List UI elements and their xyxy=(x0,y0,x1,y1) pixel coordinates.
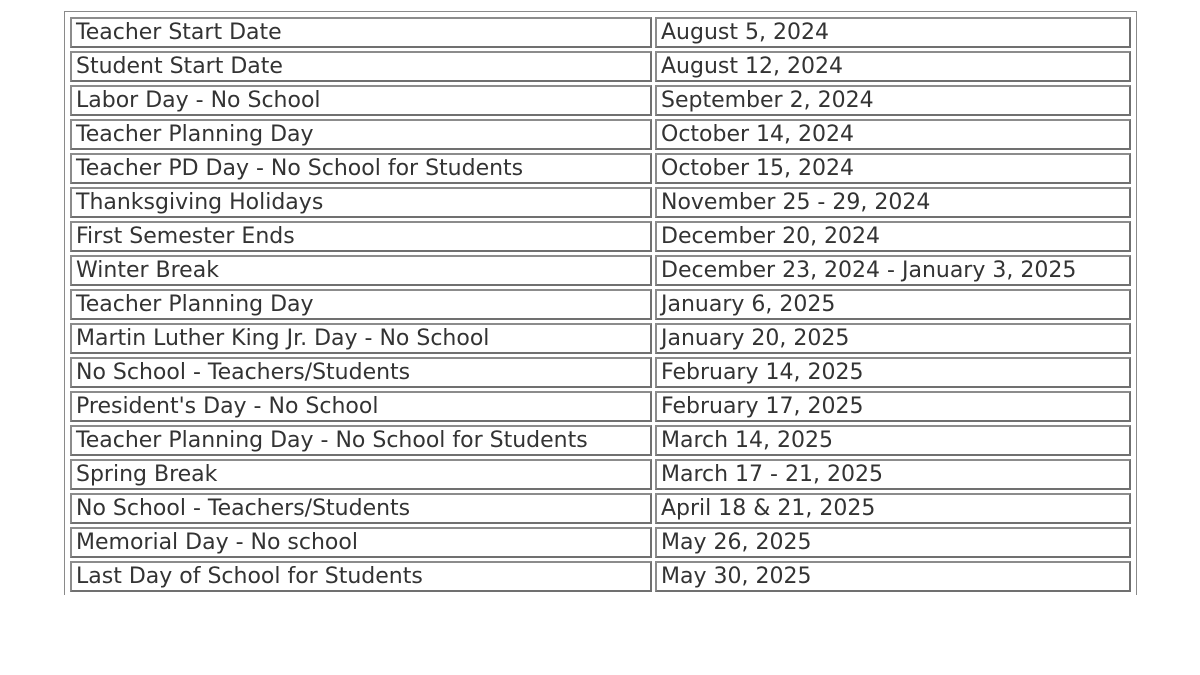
date-cell: February 17, 2025 xyxy=(655,391,1131,422)
date-cell: October 15, 2024 xyxy=(655,153,1131,184)
date-cell: May 26, 2025 xyxy=(655,527,1131,558)
table-row xyxy=(70,391,1131,422)
table-row xyxy=(70,493,1131,524)
table-row xyxy=(70,323,1131,354)
event-cell: Martin Luther King Jr. Day - No School xyxy=(70,323,652,354)
event-cell: Teacher Planning Day xyxy=(70,119,652,150)
date-cell: March 14, 2025 xyxy=(655,425,1131,456)
table-row xyxy=(70,17,1131,48)
table-row xyxy=(70,459,1131,490)
date-cell: August 12, 2024 xyxy=(655,51,1131,82)
table-row xyxy=(70,425,1131,456)
date-cell: December 23, 2024 - January 3, 2025 xyxy=(655,255,1131,286)
table-row xyxy=(70,289,1131,320)
table-row xyxy=(70,255,1131,286)
table-row xyxy=(70,153,1131,184)
event-cell: Teacher Start Date xyxy=(70,17,652,48)
event-cell: Teacher Planning Day - No School for Students xyxy=(70,425,652,456)
event-cell: President's Day - No School xyxy=(70,391,652,422)
table-row xyxy=(70,527,1131,558)
date-cell: March 17 - 21, 2025 xyxy=(655,459,1131,490)
event-cell: Thanksgiving Holidays xyxy=(70,187,652,218)
date-cell: August 5, 2024 xyxy=(655,17,1131,48)
table-row xyxy=(70,85,1131,116)
event-cell: Winter Break xyxy=(70,255,652,286)
event-cell: Last Day of School for Students xyxy=(70,561,652,592)
event-cell: First Semester Ends xyxy=(70,221,652,252)
date-cell: February 14, 2025 xyxy=(655,357,1131,388)
school-calendar-table-wrapper xyxy=(64,11,1137,595)
event-cell: Teacher PD Day - No School for Students xyxy=(70,153,652,184)
date-cell: May 30, 2025 xyxy=(655,561,1131,592)
table-row xyxy=(70,51,1131,82)
school-calendar-table xyxy=(67,14,1134,595)
event-cell: Teacher Planning Day xyxy=(70,289,652,320)
table-row xyxy=(70,357,1131,388)
date-cell: September 2, 2024 xyxy=(655,85,1131,116)
date-cell: November 25 - 29, 2024 xyxy=(655,187,1131,218)
date-cell: January 6, 2025 xyxy=(655,289,1131,320)
event-cell: Spring Break xyxy=(70,459,652,490)
event-cell: Student Start Date xyxy=(70,51,652,82)
table-row xyxy=(70,561,1131,592)
date-cell: April 18 & 21, 2025 xyxy=(655,493,1131,524)
table-row xyxy=(70,187,1131,218)
event-cell: No School - Teachers/Students xyxy=(70,357,652,388)
event-cell: Memorial Day - No school xyxy=(70,527,652,558)
date-cell: December 20, 2024 xyxy=(655,221,1131,252)
table-row xyxy=(70,119,1131,150)
date-cell: October 14, 2024 xyxy=(655,119,1131,150)
event-cell: No School - Teachers/Students xyxy=(70,493,652,524)
date-cell: January 20, 2025 xyxy=(655,323,1131,354)
event-cell: Labor Day - No School xyxy=(70,85,652,116)
table-row xyxy=(70,221,1131,252)
